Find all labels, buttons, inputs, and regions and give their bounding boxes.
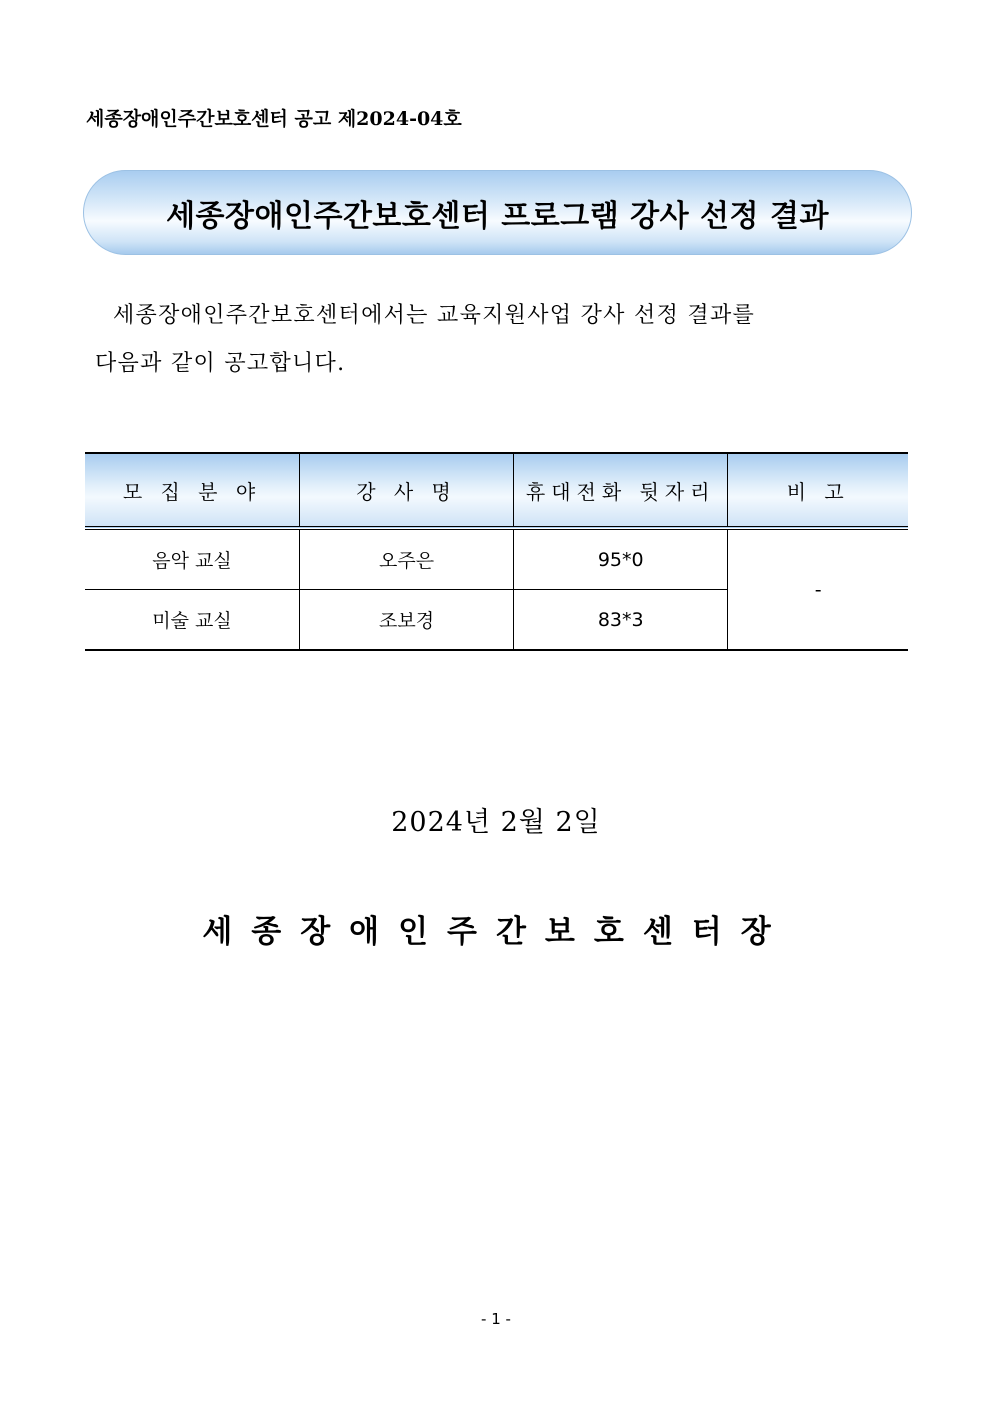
- title-banner: [83, 170, 912, 255]
- header-field: 모 집 분 야: [85, 453, 300, 528]
- header-phone: 휴대전화 뒷자리: [514, 453, 728, 528]
- header-remark: 비 고: [728, 453, 908, 528]
- intro-line-1: 세종장애인주간보호센터에서는 교육지원사업 강사 선정 결과를: [113, 303, 756, 328]
- cell-field: 음악 교실: [85, 528, 300, 590]
- signer-name: 세종장애인주간보호센터장: [202, 914, 790, 950]
- intro-line-2: 다음과 같이 공고합니다.: [95, 351, 346, 376]
- document-title: 세종장애인주간보호센터 프로그램 강사 선정 결과: [166, 198, 829, 234]
- cell-instructor: 오주은: [300, 528, 514, 590]
- header-instructor: 강 사 명: [300, 453, 514, 528]
- page-number: - 1 -: [481, 1310, 511, 1328]
- cell-instructor: 조보경: [300, 590, 514, 651]
- cell-phone: 83*3: [514, 590, 728, 651]
- intro-paragraph: [95, 292, 885, 388]
- announcement-date: 2024년 2월 2일: [391, 807, 601, 838]
- selection-result-table: [85, 452, 908, 651]
- table-header-row: [85, 453, 908, 528]
- table-row: [85, 528, 908, 590]
- cell-field: 미술 교실: [85, 590, 300, 651]
- cell-remark: -: [728, 528, 908, 650]
- notice-number: 세종장애인주간보호센터 공고 제2024-04호: [86, 108, 462, 130]
- cell-phone: 95*0: [514, 528, 728, 590]
